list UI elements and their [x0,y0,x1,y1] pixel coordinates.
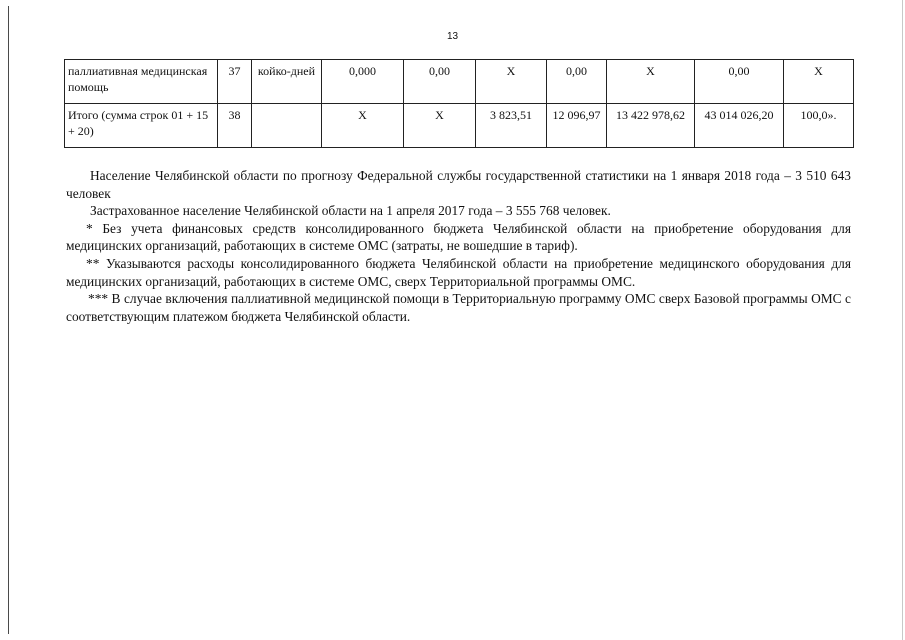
value-cell: Х [784,60,854,104]
footnote-2: ** Указываются расходы консолидированного бюджета Челябинской области на приобретение медицинского оборудования для медицинских организаций, работающих в системе ОМС, сверх Территориальной программы ОМС. [66,255,851,289]
page-number: 13 [447,31,459,42]
value-cell: 13 422 978,62 [607,104,695,148]
row-label-cell: Итого (сумма строк 01 + 15 + 20) [65,104,218,148]
value-cell: Х [404,104,476,148]
insured-population-note: Застрахованное население Челябинской области на 1 апреля 2017 года – 3 555 768 человек. [90,203,611,219]
value-cell: Х [322,104,404,148]
value-cell: Х [476,60,547,104]
value-cell: 0,00 [695,60,784,104]
value-cell: 12 096,97 [547,104,607,148]
table-row [65,104,854,148]
scan-left-border [8,6,9,634]
value-cell: 0,00 [404,60,476,104]
population-forecast-note: Население Челябинской области по прогнозу Федеральной службы государственной статистики на 1 января 2018 года – 3 510 643 человек [66,168,851,201]
unit-cell: койко-дней [252,60,322,104]
value-cell: 100,0». [784,104,854,148]
value-cell: 3 823,51 [476,104,547,148]
table-row [65,60,854,104]
value-cell: 0,000 [322,60,404,104]
value-cell: 0,00 [547,60,607,104]
footnote-1: * Без учета финансовых средств консолидированного бюджета Челябинской области на приобретение оборудования для медицинских организаций, работающих в системе ОМС (затраты, не вошедшие в тариф). [66,220,851,254]
value-cell: 43 014 026,20 [695,104,784,148]
footnote-3: *** В случае включения паллиативной медицинской помощи в Территориальную программу ОМС сверх Базовой программы ОМС с соответствующим платежом бюджета Челябинской области. [66,291,851,324]
row-number-cell: 38 [218,104,252,148]
financing-table [64,59,854,148]
row-label-cell: паллиативная медицинская помощь [65,60,218,104]
scan-right-border [902,0,903,640]
notes-section [66,167,851,325]
unit-cell [252,104,322,148]
row-number-cell: 37 [218,60,252,104]
value-cell: Х [607,60,695,104]
